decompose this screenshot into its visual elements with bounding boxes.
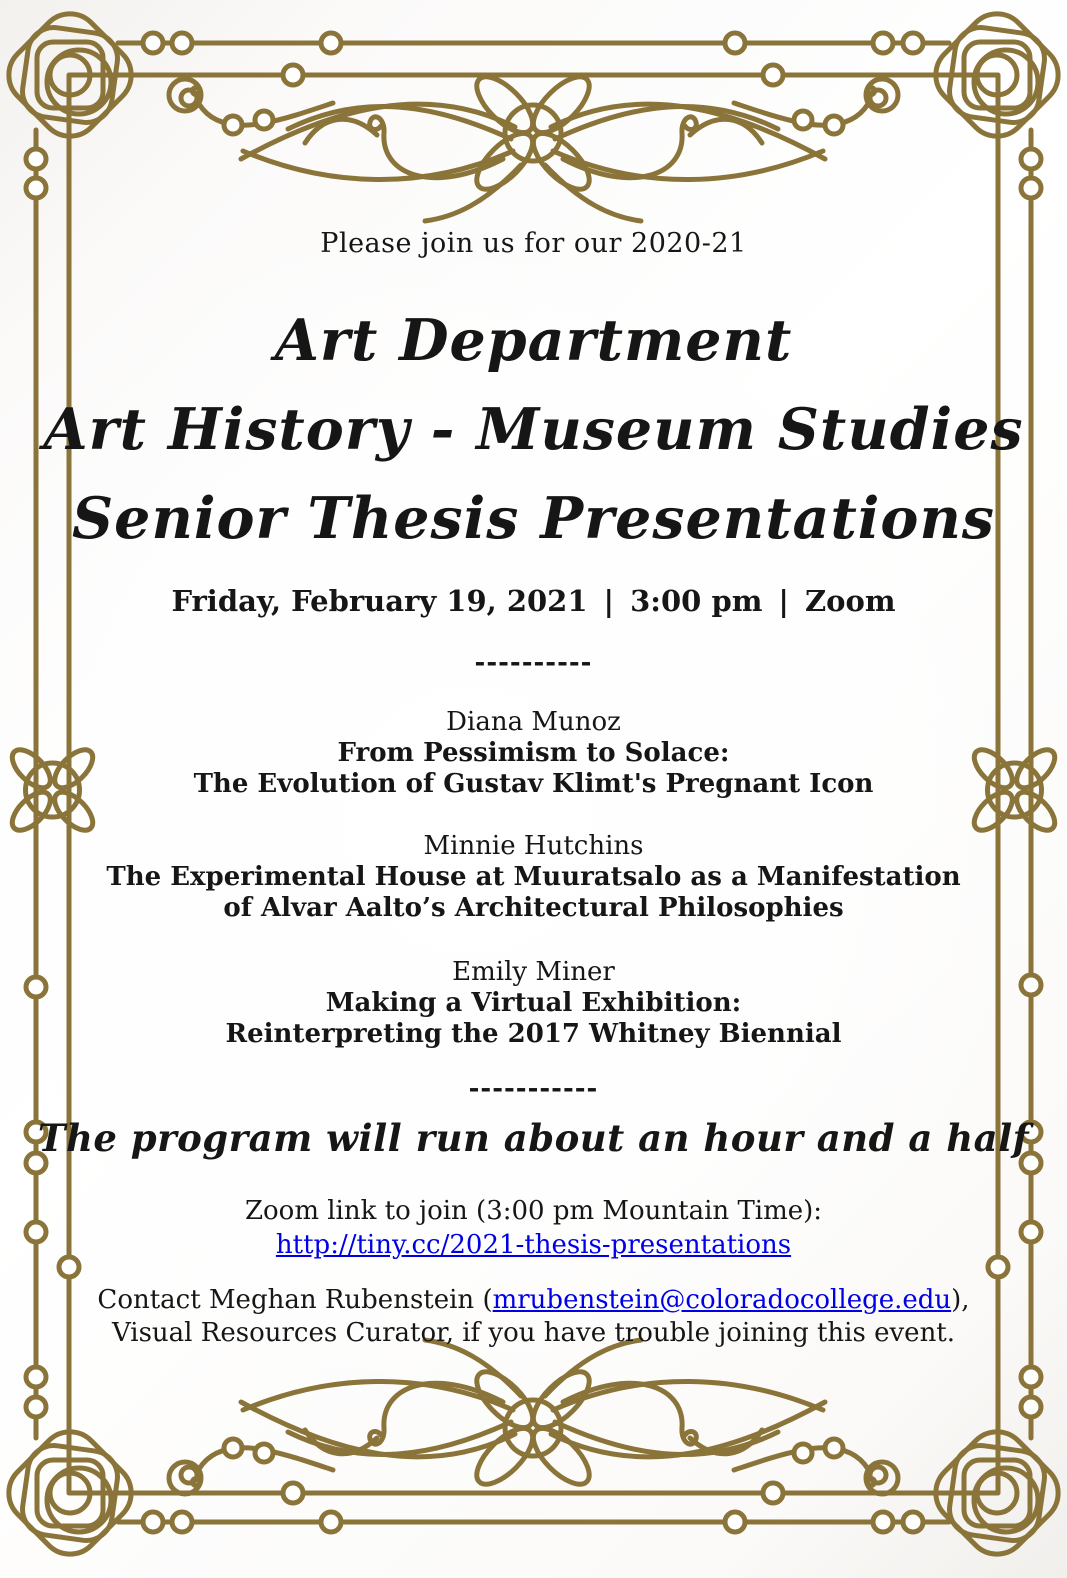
swirl-icon bbox=[169, 1430, 377, 1494]
separator: | bbox=[778, 584, 789, 618]
event-title bbox=[0, 296, 1067, 563]
divider: ---------- bbox=[474, 648, 593, 678]
contact-info bbox=[0, 1284, 1067, 1350]
presenter-thesis-line: Making a Virtual Exhibition: bbox=[325, 988, 742, 1018]
event-datetime bbox=[0, 584, 1067, 618]
presenter-name: Minnie Hutchins bbox=[423, 831, 644, 861]
presenter-thesis-line: of Alvar Aalto’s Architectural Philosophies bbox=[223, 893, 844, 923]
separator: | bbox=[603, 584, 615, 618]
presenter-item bbox=[0, 957, 1067, 1050]
presenter-thesis-line: Reinterpreting the 2017 Whitney Biennial bbox=[225, 1019, 842, 1049]
contact-line-1 bbox=[0, 1284, 1067, 1317]
zoom-link[interactable]: http://tiny.cc/2021-thesis-presentations bbox=[275, 1230, 792, 1260]
event-title-line-3: Senior Thesis Presentations bbox=[72, 485, 995, 552]
center-flourish-icon bbox=[241, 68, 825, 221]
swirl-icon bbox=[690, 1430, 898, 1494]
presenter-name: Diana Munoz bbox=[446, 707, 621, 737]
zoom-link-row bbox=[0, 1230, 1067, 1260]
presenter-item bbox=[0, 831, 1067, 924]
zoom-link-label: Zoom link to join (3:00 pm Mountain Time): bbox=[244, 1196, 823, 1226]
divider: ----------- bbox=[468, 1074, 599, 1104]
event-title-line-1: Art Department bbox=[274, 307, 793, 374]
intro-line: Please join us for our 2020-21 bbox=[320, 228, 747, 259]
event-time: 3:00 pm bbox=[630, 584, 763, 618]
event-platform: Zoom bbox=[804, 584, 896, 618]
email-link[interactable]: mrubenstein@coloradocollege.edu bbox=[492, 1285, 952, 1315]
contact-prefix: Contact Meghan Rubenstein ( bbox=[97, 1285, 493, 1315]
presenter-name: Emily Miner bbox=[452, 957, 615, 987]
event-date: Friday, February 19, 2021 bbox=[171, 584, 588, 618]
presenter-thesis-line: From Pessimism to Solace: bbox=[337, 738, 730, 768]
presenter-thesis-line: The Experimental House at Muuratsalo as a Manifestation bbox=[106, 862, 961, 892]
contact-line-2: Visual Resources Curator, if you have trouble joining this event. bbox=[111, 1318, 956, 1348]
contact-suffix: ), bbox=[951, 1285, 970, 1315]
presenter-item bbox=[0, 707, 1067, 800]
event-title-line-2: Art History - Museum Studies bbox=[43, 396, 1024, 463]
program-duration-note: The program will run about an hour and a half bbox=[37, 1116, 1030, 1160]
presenter-thesis-line: The Evolution of Gustav Klimt's Pregnant Icon bbox=[193, 769, 874, 799]
